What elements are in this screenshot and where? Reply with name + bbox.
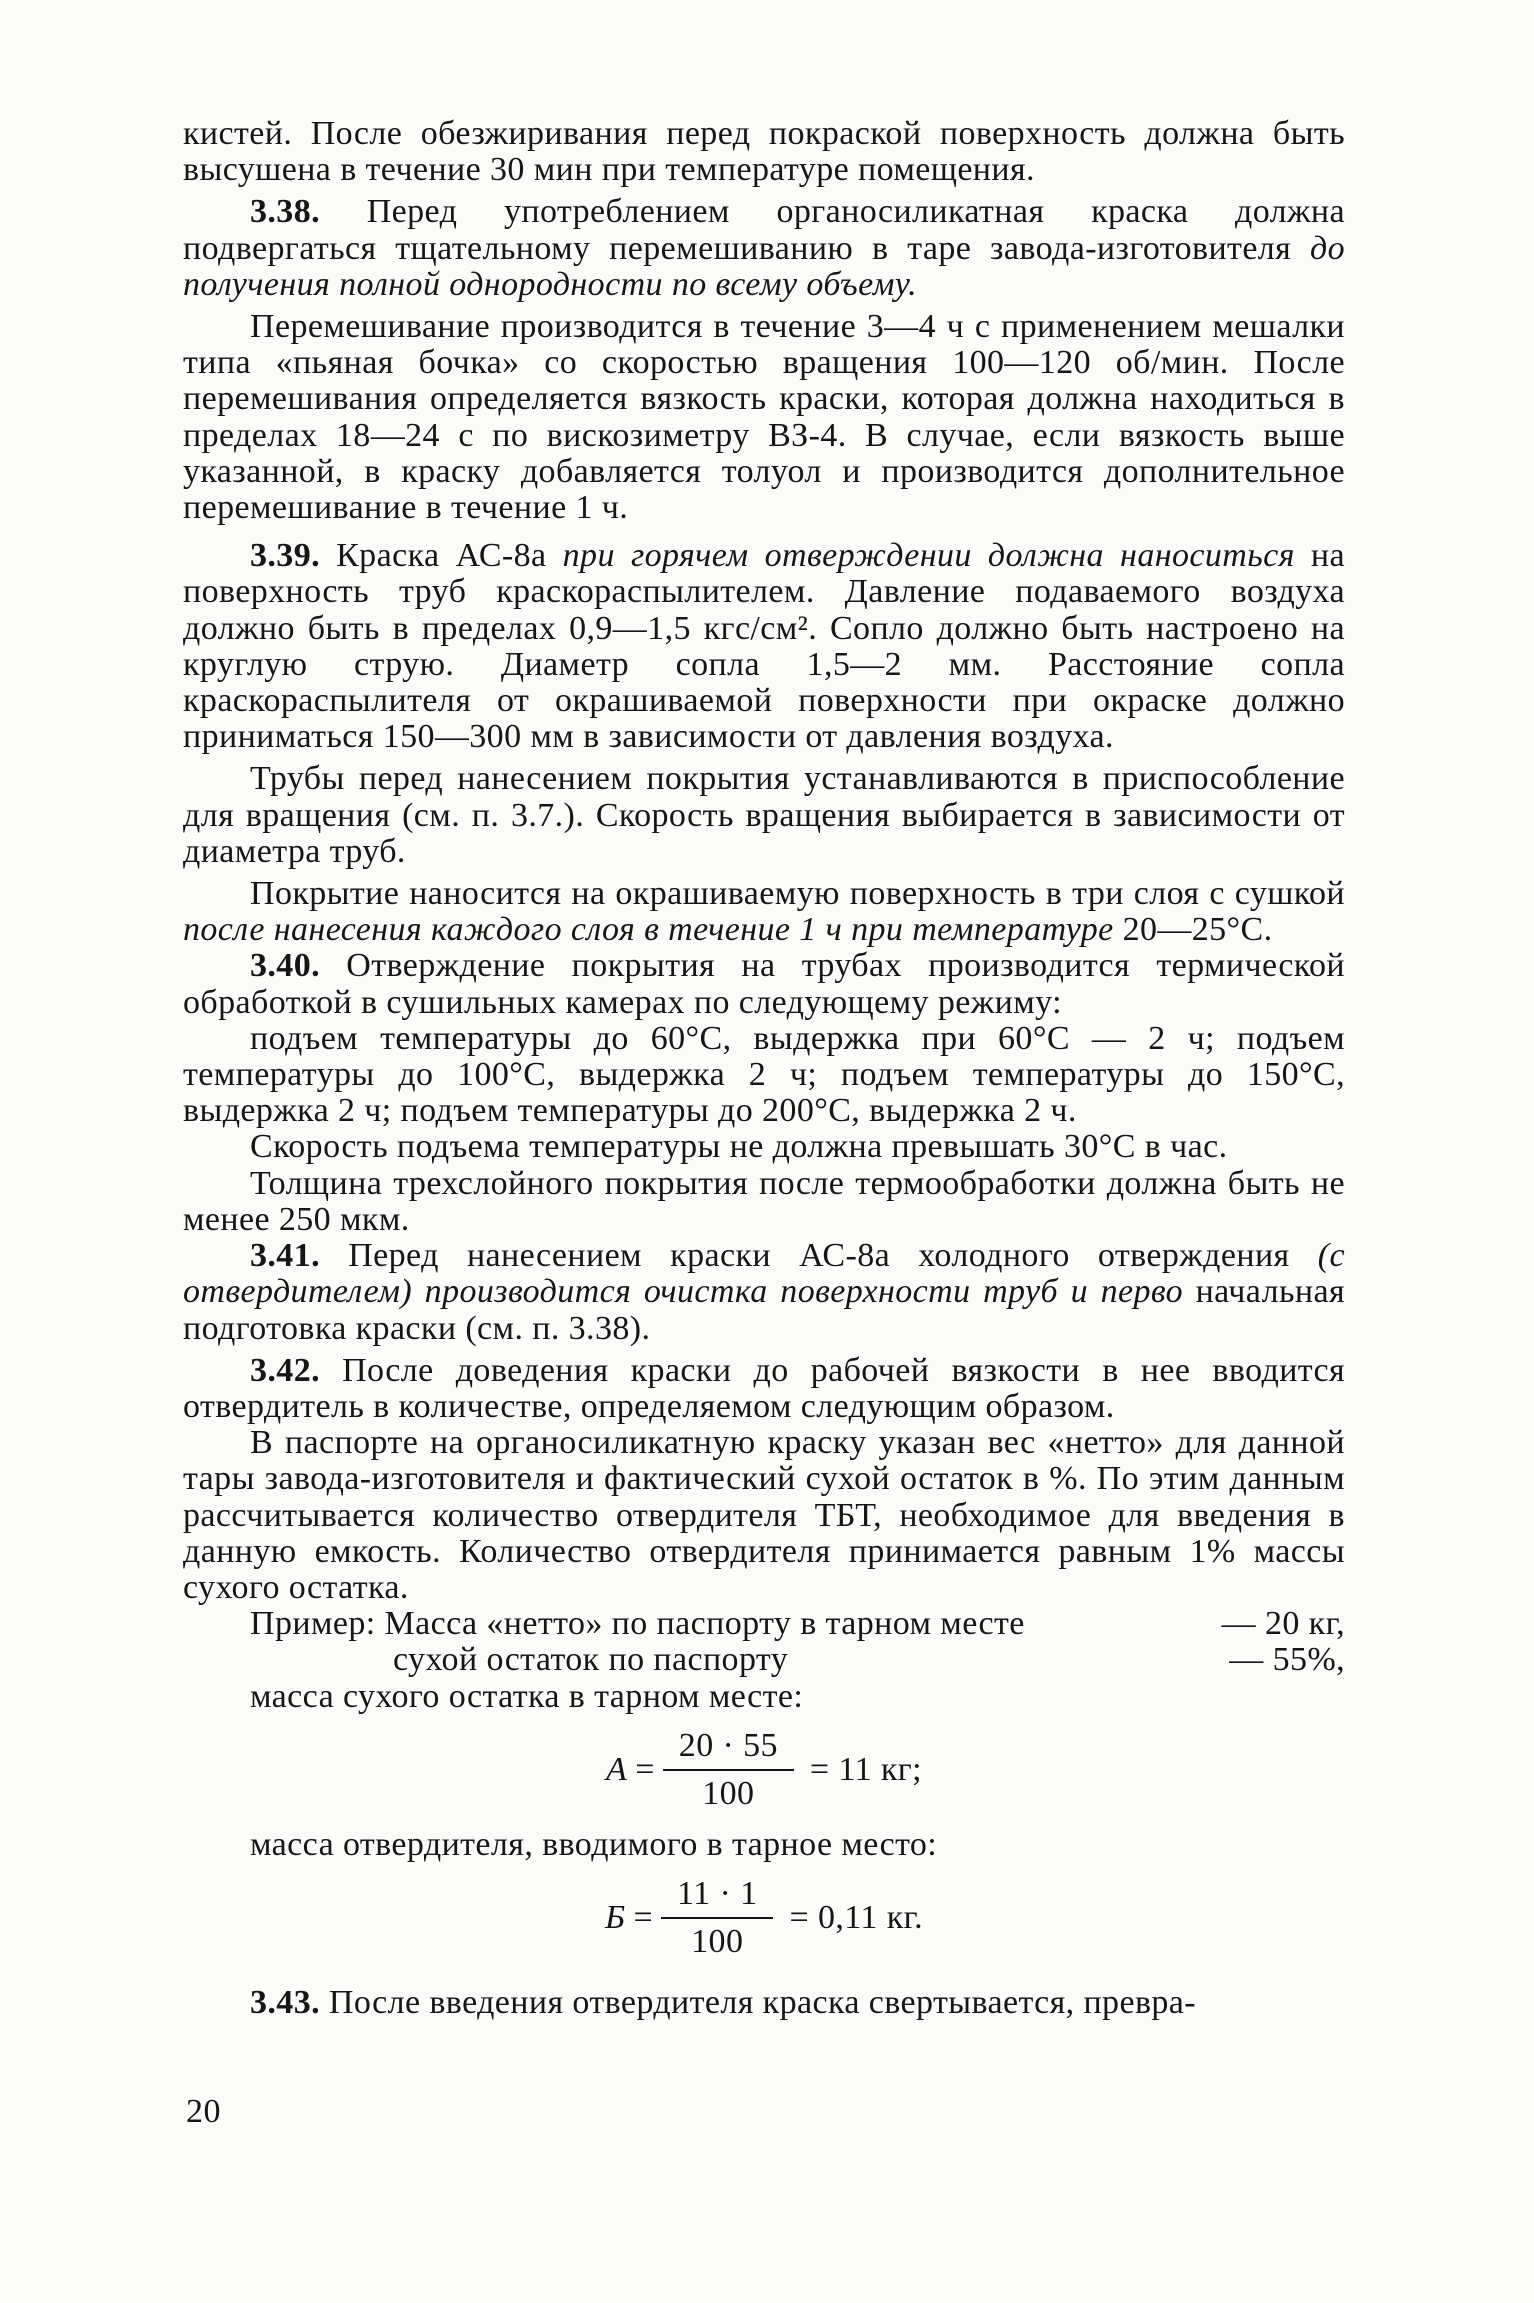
- page-number: 20: [186, 2093, 221, 2130]
- section-3-40-paragraph-3: [183, 1129, 1345, 1165]
- example-dry-residue-value: — 55%,: [1229, 1641, 1345, 1679]
- text-run: После введения отвердителя краска свертывается, превра-: [328, 1983, 1197, 2021]
- section-3-39-paragraph-3: [183, 876, 1345, 948]
- text-run: Перемешивание производится в течение 3—4 ч с применением мешалки типа «пьяная бочка» со скоростью вращения 100—120 об/мин. После перемешивания определяется вязкость краски, которая должна находиться в пределах 18—24 с по вискозиметру ВЗ-4. В случае, если вязкость выше указанной, в краску добавляется толуол и производится дополнительное перемешивание в течение 1 ч.: [183, 308, 1345, 527]
- section-number: 3.39.: [250, 537, 320, 575]
- text-run: подъем температуры до 60°С, выдержка при 60°С — 2 ч; подъем температуры до 100°С, выдержка 2 ч; подъем температуры до 150°С, выдержка 2 ч; подъем температуры до 200°С, выдержка 2 ч.: [183, 1019, 1345, 1130]
- section-3-38: [183, 194, 1345, 303]
- fraction: [663, 1727, 794, 1813]
- example-line-3: [183, 1679, 1345, 1715]
- formula-variable: Б: [604, 1898, 626, 1936]
- section-3-40-paragraph-2: [183, 1021, 1345, 1130]
- body-text: [183, 116, 1345, 2021]
- example-dry-mass-label: масса сухого остатка в тарном месте:: [250, 1677, 804, 1715]
- example-net-mass-value: — 20 кг,: [1221, 1605, 1345, 1643]
- section-number: 3.38.: [250, 193, 320, 231]
- text-run-italic: до получения полной однородности по всему объему.: [183, 229, 1345, 303]
- formula-result: = 11 кг;: [809, 1750, 922, 1788]
- example-line-2: [183, 1642, 1345, 1678]
- section-3-39: [183, 538, 1345, 755]
- example-net-mass-label: Пример: Масса «нетто» по паспорту в тарном месте: [250, 1605, 1025, 1643]
- example-block: [183, 1606, 1345, 1961]
- section-number: 3.43.: [250, 1983, 320, 2021]
- section-3-38-paragraph-2: [183, 309, 1345, 526]
- text-run: Толщина трехслойного покрытия после термообработки должна быть не менее 250 мкм.: [183, 1164, 1345, 1238]
- formula-variable: A: [606, 1750, 628, 1788]
- text-run-italic: при горячем отверждении должна наноситься: [562, 537, 1295, 575]
- text-run: Краска АС-8а: [336, 537, 547, 575]
- fraction-numerator: 20 · 55: [663, 1727, 794, 1771]
- formula-a: [183, 1727, 1345, 1813]
- text-run-italic: (с отвердителем) производится очистка поверхности труб и перво: [183, 1237, 1345, 1311]
- fraction-numerator: 11 · 1: [661, 1875, 773, 1919]
- equals-sign: =: [635, 1750, 655, 1788]
- example-hardener-mass-label: масса отвердителя, вводимого в тарное место:: [250, 1825, 938, 1863]
- section-3-43: [183, 1985, 1345, 2021]
- section-number: 3.41.: [250, 1237, 320, 1275]
- text-run: Перед нанесением краски АС-8а холодного отверждения: [348, 1237, 1290, 1275]
- equals-sign: =: [633, 1898, 654, 1936]
- section-3-39-paragraph-2: [183, 761, 1345, 870]
- formula-result: = 0,11 кг.: [789, 1898, 924, 1936]
- fraction: [661, 1875, 773, 1961]
- text-run: 20—25°С.: [1122, 911, 1273, 949]
- text-run: В паспорте на органосиликатную краску указан вес «нетто» для данной тары завода-изготовителя и фактический сухой остаток в %. По этим данным рассчитывается количество отвердителя ТБТ, необходимое для введения в данную емкость. Количество отвердителя принимается равным 1% массы сухого остатка.: [183, 1424, 1345, 1606]
- example-dry-residue-label: сухой остаток по паспорту: [393, 1641, 789, 1679]
- text-run-italic: после нанесения каждого слоя в течение 1 ч при температуре: [183, 911, 1114, 949]
- section-3-42-paragraph-2: [183, 1425, 1345, 1606]
- example-line-4: [183, 1827, 1345, 1863]
- section-3-41: [183, 1238, 1345, 1347]
- example-line-1: [183, 1606, 1345, 1642]
- text-run: начальная подготовка краски (см. п. 3.38).: [183, 1273, 1345, 1347]
- text-run: Отверждение покрытия на трубах производится термической обработкой в сушильных камерах по следующему режиму:: [183, 947, 1345, 1021]
- text-run: Трубы перед нанесением покрытия устанавливаются в приспособление для вращения (см. п. 3.7.). Скорость вращения выбирается в зависимости от диаметра труб.: [183, 760, 1345, 870]
- section-number: 3.42.: [250, 1351, 320, 1389]
- section-3-40: [183, 948, 1345, 1020]
- paragraph-continuation: [183, 116, 1345, 188]
- formula-b: [183, 1875, 1345, 1961]
- section-number: 3.40.: [250, 947, 320, 985]
- text-run: кистей. После обезжиривания перед покраской поверхность должна быть высушена в течение 30 мин при температуре помещения.: [183, 115, 1345, 189]
- text-run: Скорость подъема температуры не должна превышать 30°С в час.: [250, 1128, 1228, 1166]
- text-run: Перед употреблением органосиликатная краска должна подвергаться тщательному перемешиванию в таре завода-изготовителя: [183, 193, 1345, 267]
- fraction-denominator: 100: [691, 1922, 744, 1960]
- text-run: Покрытие наносится на окрашиваемую поверхность в три слоя с сушкой: [250, 875, 1345, 913]
- section-3-42: [183, 1353, 1345, 1425]
- section-3-40-paragraph-4: [183, 1166, 1345, 1238]
- text-run: на поверхность труб краскораспылителем. Давление подаваемого воздуха должно быть в пределах 0,9—1,5 кгс/см². Сопло должно быть настроено на круглую струю. Диаметр сопла 1,5—2 мм. Расстояние сопла краскораспылителя от окрашиваемой поверхности при окраске должно приниматься 150—300 мм в зависимости от давления воздуха.: [183, 537, 1346, 756]
- text-run: После доведения краски до рабочей вязкости в нее вводится отвердитель в количестве, определяемом следующим образом.: [183, 1351, 1346, 1425]
- fraction-denominator: 100: [702, 1774, 755, 1812]
